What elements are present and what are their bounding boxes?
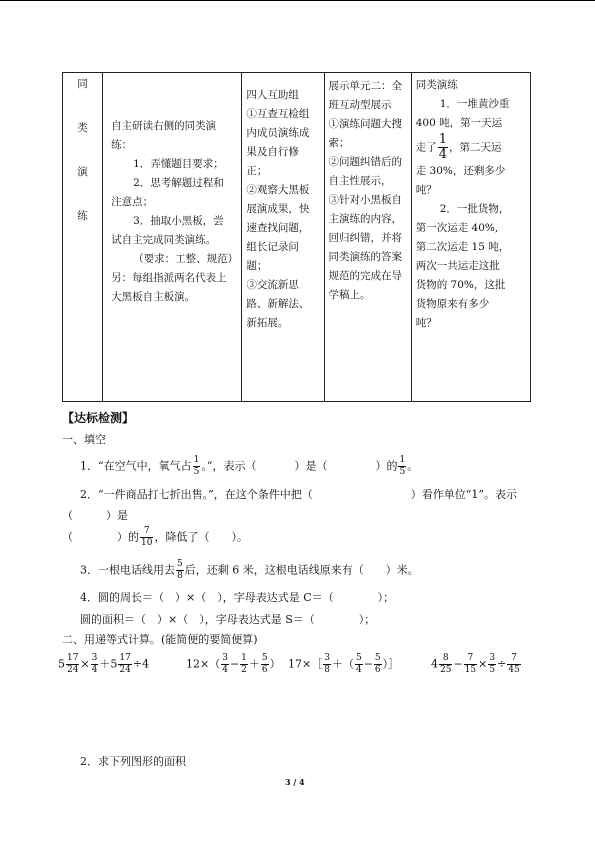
section-title: 【达标检测】 <box>62 411 135 425</box>
part2-title: 二、用递等式计算。(能简便的要简便算) <box>62 633 258 646</box>
fraction: $\frac{5}{6}$ <box>261 653 268 675</box>
fraction: $\frac{1}{4}$ <box>438 132 447 162</box>
fraction: $\frac{17}{24}$ <box>67 653 79 675</box>
fraction: $\frac{3}{5}$ <box>489 653 496 675</box>
expression-3: 17×［ $\frac{3}{8}$ ＋（ $\frac{5}{4}$ − $\frac{5}{6}$ ）］ <box>288 653 400 675</box>
fraction: $\frac{3}{4}$ <box>91 653 98 675</box>
fraction: $\frac{1}{5}$ <box>399 455 406 477</box>
fraction: $\frac{1}{5}$ <box>193 455 200 477</box>
question-2-line3: （ ）的 $\frac{7}{10}$ ，降低了（ ）。 <box>62 526 248 548</box>
group-help-cell: 四人互助组 ①互查互检组内成员演练成果及自行修正； ②观察大黑板展演成果，快速查找问题，组长记录问题； ③交流新思路、新解法、新拓展。 <box>242 73 324 402</box>
fraction: $\frac{8}{25}$ <box>440 653 452 675</box>
fraction: $\frac{7}{45}$ <box>508 653 520 675</box>
question-4-perimeter: 4．圆的周长＝（ ）×（ ），字母表达式是 C＝（ ）； <box>80 591 395 604</box>
question-3: 3．一根电话线用去 $\frac{5}{8}$ 后，还剩 6 米，这根电话线原来有（ ）米。 <box>80 559 419 581</box>
part1-title: 一、填空 <box>62 433 106 446</box>
question-1: 1．“在空气中，氧气占 $\frac{1}{5}$ 。”，表示（ ）是（ ）的 $\frac{1}{5}$ 。 <box>80 455 419 477</box>
page-number: 3 / 4 <box>285 777 305 787</box>
question-4-area: 圆的面积＝（ ）×（ ），字母表达式是 S＝（ ）； <box>80 613 376 626</box>
column-header-practice: 同 类 演 练 <box>63 73 103 402</box>
expression-1: 5 $\frac{17}{24}$ × $\frac{3}{4}$ ＋5 $\frac{17}{24}$ ÷4 <box>58 653 150 675</box>
lesson-plan-table <box>62 72 531 402</box>
fraction: $\frac{7}{10}$ <box>141 526 153 548</box>
fraction: $\frac{7}{15}$ <box>464 653 477 675</box>
question-2-line2: （ ）是 <box>62 509 128 522</box>
part3-question: 2．求下列图形的面积 <box>80 755 186 768</box>
fraction: $\frac{3}{4}$ <box>222 653 228 675</box>
page-top-border <box>0 0 595 1</box>
fraction: $\frac{3}{8}$ <box>324 653 330 675</box>
fraction: $\frac{5}{8}$ <box>177 559 183 581</box>
expression-2: 12×（ $\frac{3}{4}$ − $\frac{1}{2}$ ＋ $\frac{5}{6}$ ） <box>186 653 281 675</box>
fraction: $\frac{1}{2}$ <box>241 653 247 675</box>
student-study-cell: 自主研读右侧的同类演练： 1．弄懂题目要求； 2．思考解题过程和 注意点； 3．抽取小黑板，尝 试自主完成同类演练。 （要求：工整、规范） 另：每组指派两名代表上大黑板自主板演。 <box>103 73 242 402</box>
expression-4: 4 $\frac{8}{25}$ − $\frac{7}{15}$ × $\frac{3}{5}$ ÷ $\frac{7}{45}$ <box>431 653 520 675</box>
question-2-line1: 2．“一件商品打七折出售。”，在这个条件中把（ ）看作单位“1”。表示 <box>80 488 517 501</box>
class-display-cell: 展示单元二：全班互动型展示 ①演练问题大搜索； ②问题纠错后的自主性展示， ③针对小黑板自主演练的内容，回归纠错，并将同类演练的答案规范的完成在导学稿上。 <box>324 73 411 402</box>
fraction: $\frac{5}{6}$ <box>374 653 381 675</box>
fraction: $\frac{17}{24}$ <box>119 653 131 675</box>
practice-problems-cell: 同类演练 1．一堆黄沙重 400 吨，第一天运 走了 $\frac{1}{4}$ ，第二天运 走 30%，还剩多少 吨？ 2．一批货物， 第一次运走 40%, 第二次运走 15 吨， 两次一共运走这批 货物的 70%，这批 货物原来有多少 吨？ <box>411 73 530 402</box>
fraction: $\frac{5}{4}$ <box>355 653 362 675</box>
